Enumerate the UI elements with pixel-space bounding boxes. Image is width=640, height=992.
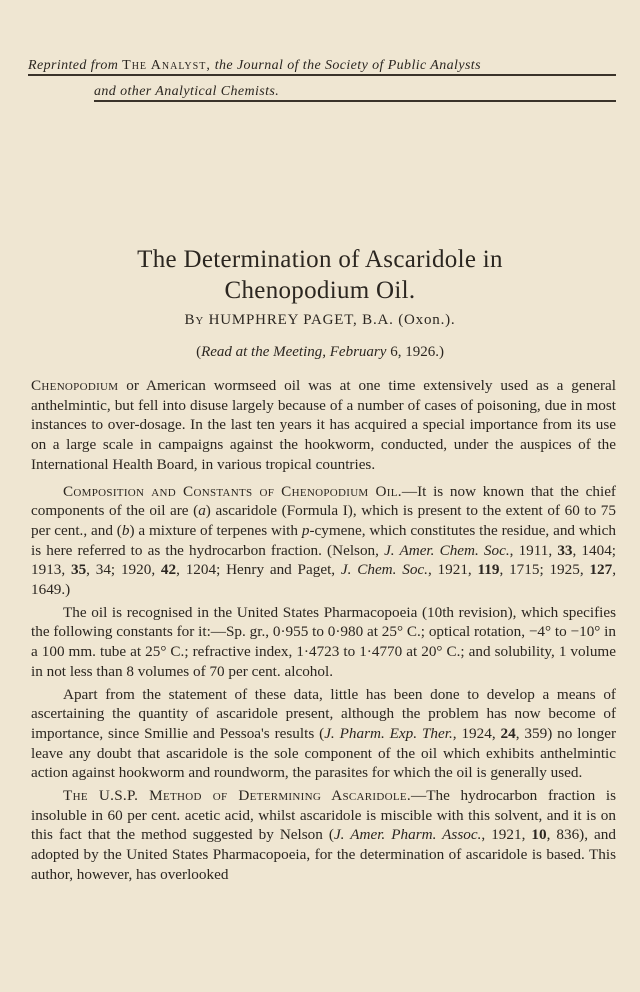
paragraph-2 (31, 482, 616, 600)
section-heading-usp-method: The U.S.P. Method of Determining Ascaridole. (63, 787, 412, 805)
journal-ref-jacs: J. Amer. Chem. Soc. (384, 541, 510, 559)
volume-ref: 35 (70, 561, 87, 579)
volume-ref: 127 (589, 561, 613, 579)
paragraph-1 (31, 376, 616, 475)
section-heading-composition: Composition and Constants of Chenopodium Oil. (63, 482, 402, 500)
paper-title-line2: Chenopodium Oil. (224, 277, 416, 304)
paragraph-2-text-h: , 1204; Henry and Paget, (176, 561, 341, 579)
paragraph-2-text-d: -cymene, which constitutes the residue, and which is here referred to as the hydrocarbon fraction. (Nelson, (31, 521, 616, 559)
reprint-header (28, 56, 616, 99)
paragraph-2-letter-b: b (121, 521, 130, 539)
paragraph-1-text: or American wormseed oil was at one time extensively used as a general anthelmintic, but fell into disuse largely because of a number of cases of poisoning, due in most instances to over-dosage. In the last ten years it has acquired a special importance from its use on a large scale in campaigns against the hookworm, conducted, under the auspices of the International Health Board, in various tropical countries. (31, 377, 616, 473)
paragraph-4-text-a: Apart from the statement of these data, little has been done to develop a means of ascertaining the quantity of ascaridole present, although the problem has now become of importance, since Smillie and Pessoa's results ( (31, 685, 616, 742)
paragraph-2-text-k: , 1715; 1925, (499, 561, 590, 579)
volume-ref: 24 (500, 724, 516, 742)
paragraph-3: The oil is recognised in the United States Pharmacopoeia (10th revision), which specifies the following constants for it:—Sp. gr., 0·955 to 0·980 at 25° C.; optical rotation, −4° to −10° in a 100 mm. tube at 25° C.; refractive index, 1·4723 to 1·4770 at 20° C.; and solubility, 1 volume in not less than 8 volumes of 70 per cent. alcohol. (31, 603, 616, 680)
paragraph-5-text-c: , 836), and adopted by the United States Pharmacopoeia, for the determination of ascaridole is based. This author, however, has overlooked (31, 826, 616, 883)
paragraph-5-text-b: , 1921, (481, 826, 532, 844)
paragraph-2-text-b: ) ascaridole (Formula I), which is present to the extent of 60 to 75 per cent., and ( (31, 502, 616, 539)
paragraph-1-lead: Chenopodium (31, 377, 119, 394)
paragraph-2-text-i: , 1921, (427, 561, 478, 579)
header-rule-top (28, 74, 616, 76)
read-at-date: 6, 1926.) (386, 344, 444, 360)
header-rule-bottom (94, 100, 616, 102)
volume-ref: 33 (557, 541, 573, 559)
paragraph-2-text-l: , 1649.) (31, 561, 617, 599)
read-at-note (0, 344, 640, 361)
article-body (31, 376, 616, 888)
paragraph-4-text-b: , 1924, (452, 724, 501, 742)
paper-title-line1: The Determination of Ascaridole in (137, 246, 503, 273)
journal-ref-jpet: J. Pharm. Exp. Ther. (324, 724, 453, 742)
reprint-header-line2: and other Analytical Chemists. (94, 84, 280, 99)
reprint-header-line1 (28, 56, 616, 75)
paragraph-5-text-a: —The hydrocarbon fraction is insoluble in 60 per cent. acetic acid, whilst ascaridole is miscible with this solvent, and it is on this fact that the method suggested by Nelson ( (31, 787, 616, 844)
volume-ref: 10 (531, 826, 547, 844)
volume-ref: 119 (477, 561, 500, 579)
paragraph-2-para-prefix: p (301, 521, 310, 539)
read-at-text: Read at the Meeting, February (201, 344, 387, 360)
paragraph-4-text-c: , 359) no longer leave any doubt that ascaridole is the sole component of the oil which exhibits anthelmintic action against hookworm and roundworm, the parasites for which the oil is generally used. (31, 724, 617, 782)
paragraph-5 (31, 786, 616, 885)
reprint-from: Reprinted from (28, 58, 119, 73)
journal-name: The Analyst, (122, 58, 211, 73)
byline-by: By (184, 312, 205, 328)
author-byline (0, 312, 640, 329)
paragraph-2-text-g: , 34; 1920, (86, 561, 161, 579)
journal-description: the Journal of the Society of Public Analysts (214, 58, 481, 73)
paragraph-2-text-a: —It is now known that the chief components of the oil are ( (31, 482, 616, 520)
paragraph-2-text-c: ) a mixture of terpenes with (129, 521, 302, 539)
author-name: HUMPHREY PAGET, B.A. (Oxon.). (208, 312, 456, 328)
paper-title (0, 244, 640, 306)
read-at-open: ( (196, 344, 202, 360)
journal-ref-japa: J. Amer. Pharm. Assoc. (333, 826, 482, 844)
paragraph-2-letter-a: a (198, 502, 206, 520)
journal-ref-jcs: J. Chem. Soc. (340, 561, 428, 579)
paragraph-2-text-e: , 1911, (509, 541, 558, 559)
paragraph-4 (31, 685, 616, 784)
paragraph-2-text-f: , 1404; 1913, (31, 541, 617, 579)
volume-ref: 42 (160, 561, 177, 579)
